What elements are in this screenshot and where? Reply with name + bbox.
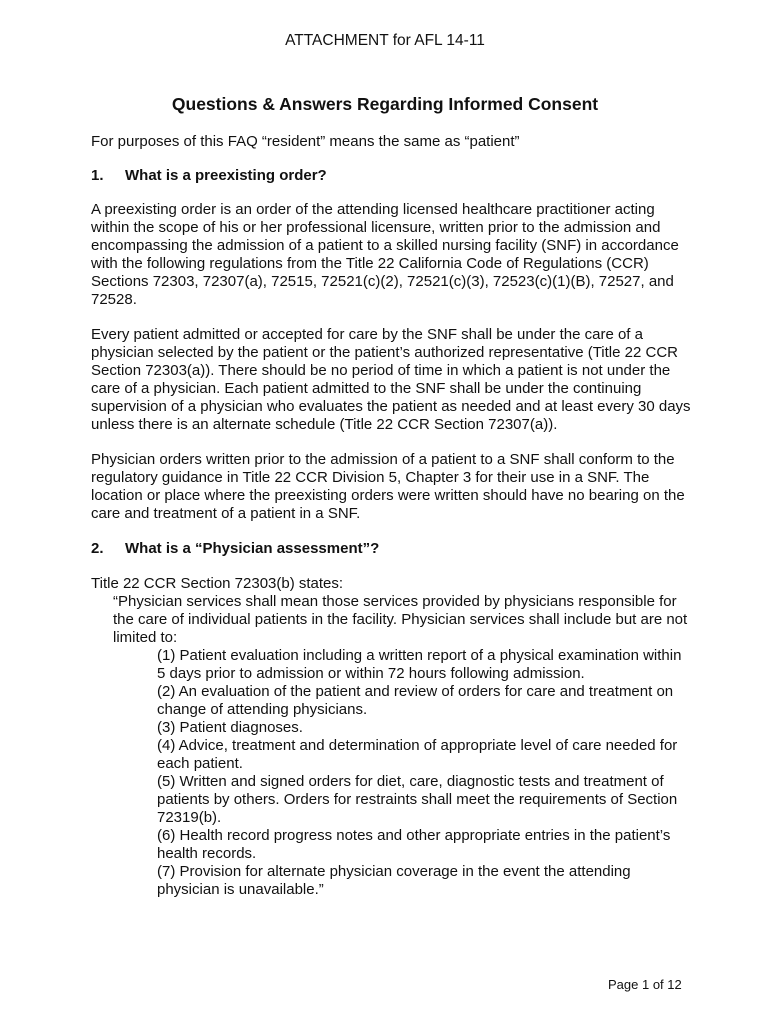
intro-text: For purposes of this FAQ “resident” means the same as “patient” (91, 133, 520, 150)
regulation-items-list (157, 647, 691, 899)
answer-1-paragraph: Physician orders written prior to the admission of a patient to a SNF shall conform to the regulatory guidance in Title 22 CCR Division 5, Chapter 3 for their use in a SNF. The location or place where the preexisting orders were written should have no bearing on the care and treatment of a patient in a SNF. (91, 451, 685, 522)
list-item: (7) Provision for alternate physician coverage in the event the attending physician is unavailable.” (157, 863, 631, 898)
page-header: ATTACHMENT for AFL 14-11 (285, 32, 485, 49)
list-item: (3) Patient diagnoses. (157, 719, 303, 736)
question-1-number: 1. (91, 167, 104, 184)
list-item: (5) Written and signed orders for diet, care, diagnostic tests and treatment of patients by others. Orders for restraints shall meet the requirements of Section 72319(b). (157, 773, 678, 826)
list-item: (1) Patient evaluation including a written report of a physical examination within 5 days prior to admission or within 72 hours following admission. (157, 647, 682, 682)
document-body (91, 133, 691, 899)
regulation-quote (113, 593, 691, 899)
question-2-heading (91, 540, 691, 558)
answer-1-paragraph: A preexisting order is an order of the attending licensed healthcare practitioner acting within the scope of his or her professional licensure, written prior to the admission and encompassing the admission of a patient to a skilled nursing facility (SNF) in accordance with the following regulations from the Title 22 California Code of Regulations (CCR) Sections 72303, 72307(a), 72515, 72521(c)(2), 72521(c)(3), 72523(c)(1)(B), 72527, and 72528. (91, 201, 679, 308)
answer-1-paragraph: Every patient admitted or accepted for care by the SNF shall be under the care of a physician selected by the patient or the patient’s authorized representative (Title 22 CCR Section 72303(a)). There should be no period of time in which a patient is not under the care of a physician. Each patient admitted to the SNF shall be under the continuing supervision of a physician who evaluates the patient as needed and at least every 30 days unless there is an alternate schedule (Title 22 CCR Section 72307(a)). (91, 326, 691, 433)
question-1-text: What is a preexisting order? (125, 167, 327, 184)
question-1-heading (91, 167, 691, 185)
list-item: (6) Health record progress notes and other appropriate entries in the patient’s health records. (157, 827, 671, 862)
list-item: (2) An evaluation of the patient and review of orders for care and treatment on change of attending physicians. (157, 683, 674, 718)
answer-2-lead: Title 22 CCR Section 72303(b) states: (91, 575, 344, 592)
document-title: Questions & Answers Regarding Informed Consent (171, 94, 599, 114)
question-2-text: What is a “Physician assessment”? (125, 540, 380, 557)
quote-intro: “Physician services shall mean those services provided by physicians responsible for the care of individual patients in the facility. Physician services shall include but are not limited to: (113, 593, 688, 646)
question-2-number: 2. (91, 540, 104, 557)
list-item: (4) Advice, treatment and determination of appropriate level of care needed for each patient. (157, 737, 678, 772)
page-number: Page 1 of 12 (608, 977, 682, 992)
